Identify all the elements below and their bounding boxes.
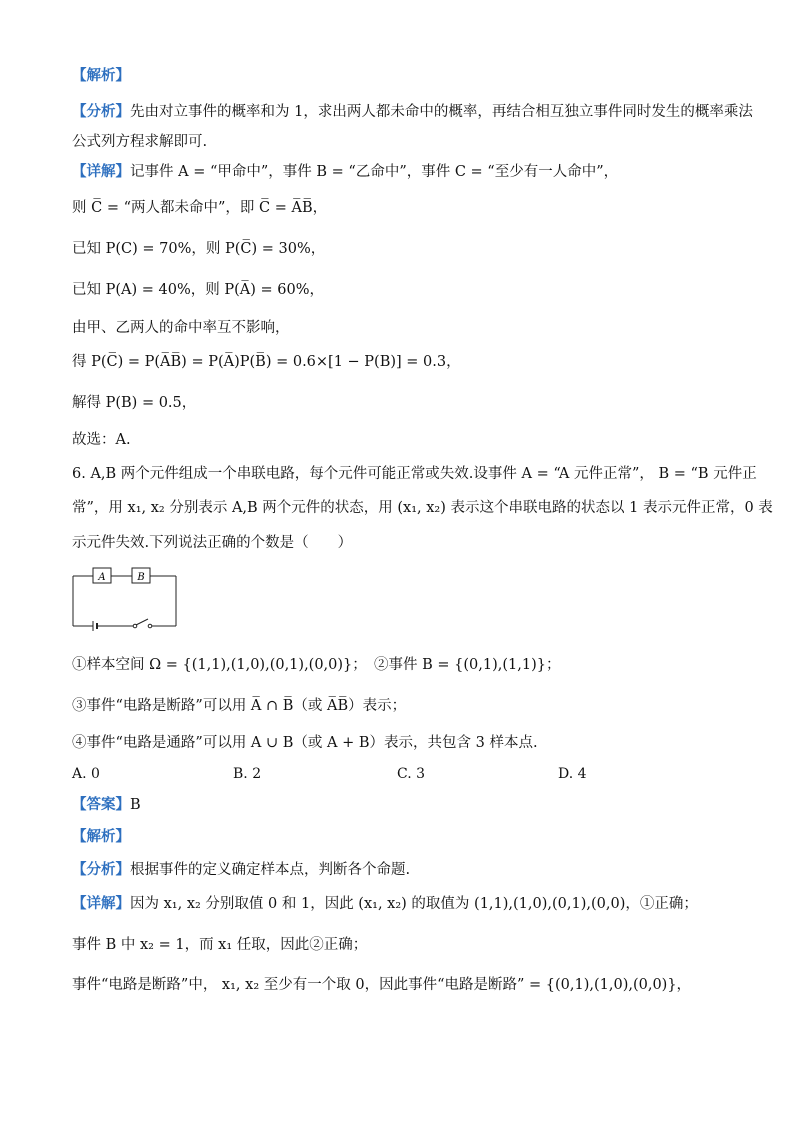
question-6-line: 常”，用 x₁, x₂ 分别表示 A,B 两个元件的状态，用 (x₁, x₂) 表示这个串联电路的状态以 1 表示元件正常，0 表 bbox=[72, 500, 773, 516]
solution-step: 则 C̅ = “两人都未命中”，即 C̅ = A̅B̅， bbox=[72, 200, 328, 216]
explanation-line: 事件 B 中 x₂ = 1，而 x₁ 任取，因此②正确； bbox=[72, 937, 368, 953]
analysis-line-2 bbox=[72, 860, 734, 880]
option-c: C. 3 bbox=[397, 766, 426, 782]
solution-step: 已知 P(A) = 40%，则 P(A̅) = 60%， bbox=[72, 282, 324, 298]
analysis-heading-2: 【解析】 bbox=[72, 828, 130, 845]
solution-step: 已知 P(C) = 70%，则 P(C̅) = 30%， bbox=[72, 241, 326, 257]
detail-tag-2: 【详解】 bbox=[72, 895, 130, 912]
analysis-text-2: 根据事件的定义确定样本点，判断各个命题. bbox=[130, 862, 411, 878]
answer-value: B bbox=[130, 797, 141, 813]
component-a-label: A bbox=[98, 572, 106, 583]
statement-1-2: ①样本空间 Ω = {(1,1),(1,0),(0,1),(0,0)}； ②事件 B = {(0,1),(1,1)}； bbox=[72, 657, 561, 673]
analysis-text: 先由对立事件的概率和为 1，求出两人都未命中的概率，再结合相互独立事件同时发生的概率乘法 bbox=[130, 104, 753, 120]
question-6-line: 示元件失效.下列说法正确的个数是（ ） bbox=[72, 535, 353, 551]
answer-tag: 【答案】 bbox=[72, 796, 130, 813]
option-a: A. 0 bbox=[72, 766, 100, 782]
circuit-svg bbox=[72, 566, 182, 632]
detail-line bbox=[72, 162, 734, 182]
analysis-tag: 【分析】 bbox=[72, 103, 130, 120]
component-b-label: B bbox=[137, 572, 145, 583]
analysis-heading: 【解析】 bbox=[72, 67, 130, 84]
circuit-diagram bbox=[72, 566, 182, 636]
answer-line bbox=[72, 795, 734, 815]
switch-lever bbox=[136, 619, 148, 625]
statement-3: ③事件“电路是断路”可以用 A̅ ∩ B̅（或 A̅B̅）表示； bbox=[72, 698, 407, 714]
detail-text-2: 因为 x₁, x₂ 分别取值 0 和 1，因此 (x₁, x₂) 的取值为 (1,1),(1,0),(0,1),(0,0)，①正确； bbox=[130, 896, 698, 912]
option-d: D. 4 bbox=[558, 766, 587, 782]
solution-step: 由甲、乙两人的命中率互不影响， bbox=[72, 320, 290, 336]
analysis-text-continued: 公式列方程求解即可. bbox=[72, 134, 208, 150]
explanation-line: 事件“电路是断路”中， x₁, x₂ 至少有一个取 0，因此事件“电路是断路” = {(0,1),(1,0),(0,0)}， bbox=[72, 977, 692, 993]
detail-text: 记事件 A = “甲命中”，事件 B = “乙命中”，事件 C = “至少有一人命中”， bbox=[130, 164, 619, 180]
analysis-paragraph-line bbox=[72, 102, 753, 122]
solution-step: 解得 P(B) = 0.5， bbox=[72, 395, 197, 411]
question-6-line: 6. A,B 两个元件组成一个串联电路，每个元件可能正常或失效.设事件 A = “A 元件正常”， B = “B 元件正 bbox=[72, 466, 757, 482]
statement-4: ④事件“电路是通路”可以用 A ∪ B（或 A + B）表示，共包含 3 样本点. bbox=[72, 735, 538, 751]
detail-line-2 bbox=[72, 894, 734, 914]
option-b: B. 2 bbox=[233, 766, 262, 782]
solution-conclusion: 故选：A. bbox=[72, 432, 131, 448]
solution-step: 得 P(C̅) = P(A̅B̅) = P(A̅)P(B̅) = 0.6×[1 − P(B)] = 0.3， bbox=[72, 354, 461, 370]
analysis-tag-2: 【分析】 bbox=[72, 861, 130, 878]
detail-tag: 【详解】 bbox=[72, 163, 130, 180]
